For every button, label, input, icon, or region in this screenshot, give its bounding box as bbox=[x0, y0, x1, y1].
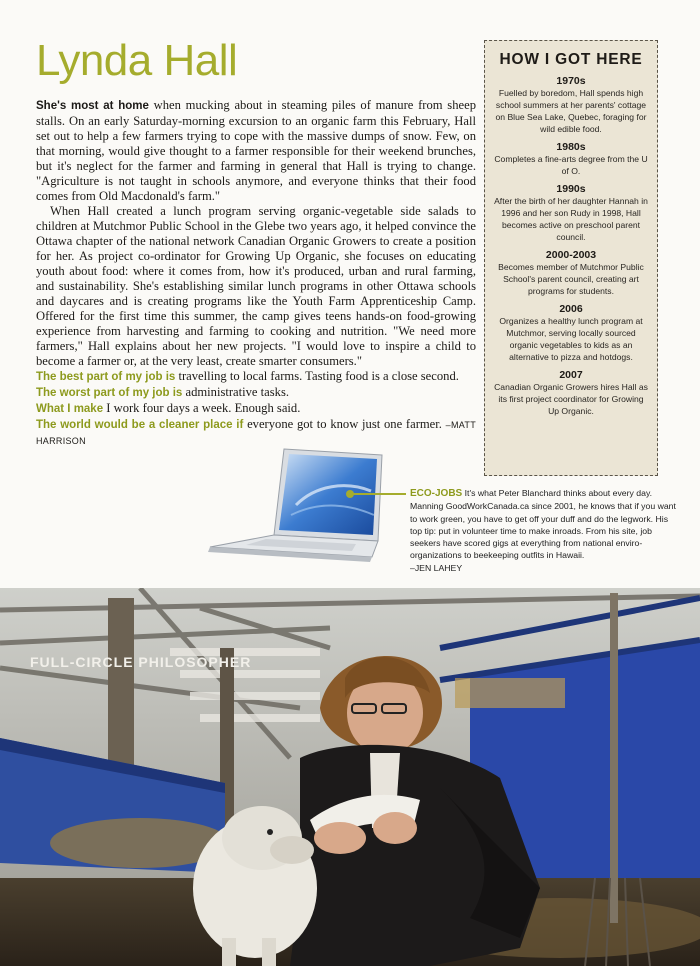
barn-photo bbox=[0, 588, 700, 966]
timeline-year: 1990s bbox=[556, 183, 586, 195]
timeline-entry bbox=[493, 249, 649, 297]
qa-question: The best part of my job is bbox=[36, 371, 176, 383]
eco-jobs-blurb bbox=[410, 487, 680, 574]
qa-answer: travelling to local farms. Tasting food is a close second. bbox=[175, 369, 459, 383]
qa-item bbox=[36, 401, 476, 417]
timeline-year: 2000-2003 bbox=[545, 249, 597, 261]
timeline-year: 2007 bbox=[559, 369, 583, 381]
how-i-got-here-sidebar bbox=[484, 40, 658, 476]
article-paragraph-1 bbox=[36, 98, 476, 204]
article-body bbox=[36, 98, 476, 449]
timeline-entry bbox=[493, 303, 649, 363]
article-lead: She's most at home bbox=[36, 100, 149, 112]
sidebar-title: HOW I GOT HERE bbox=[499, 51, 643, 68]
qa-question: The world would be a cleaner place if bbox=[36, 419, 244, 431]
page-title: Lynda Hall bbox=[36, 36, 238, 85]
timeline-year: 1980s bbox=[556, 141, 586, 153]
qa-answer: I work four days a week. Enough said. bbox=[103, 401, 301, 415]
callout-line bbox=[350, 493, 406, 495]
timeline-entry bbox=[493, 183, 649, 243]
eco-jobs-text: It's what Peter Blanchard thinks about every day. Manning GoodWorkCanada.ca since 2001, he knows that if you want to work green, you have to get off your duff and do the legwork. His top tip: put in volunteer time to make inroads. From his site, job seekers have scored gigs at everything from national enviro-organizations to beekeeping outfits in Hawaii. bbox=[410, 488, 676, 561]
article-byline: –MATT HARRISON bbox=[36, 420, 477, 446]
qa-answer: everyone got to know just one farmer. bbox=[243, 417, 442, 431]
article-paragraph-2: When Hall created a lunch program serving organic-vegetable side salads to children at Mutchmor Public School in the Glebe two years ago, it helped convince the Ottawa chapter of the national network Canadian Organic Growers to create a position for her. As project co-ordinator for Growing Up Organic, she focuses on educating youth about food: where it comes from, how it's produced, urban and rural farming, and sustainability. She's establishing similar lunch programs in other Ottawa schools and daycares and is creating programs like the Youth Farm Apprenticeship Camp. Offered for the first time this summer, the camp gives teens hands-on food-growing experience from harvesting and farming to cooking and nutrition. "We need more farmers," Hall explains about her new projects. "I would love to inspire a child to become a farmer or, at the very least, create smarter consumers." bbox=[36, 204, 476, 368]
qa-item bbox=[36, 369, 476, 385]
timeline-text: Completes a fine-arts degree from the U of O. bbox=[494, 154, 648, 176]
timeline-entry bbox=[493, 141, 649, 177]
qa-item bbox=[36, 385, 476, 401]
timeline-year: 2006 bbox=[559, 303, 583, 315]
timeline-text: Canadian Organic Growers hires Hall as its first project coordinator for Growing Up Organic. bbox=[494, 382, 648, 416]
timeline-text: Fuelled by boredom, Hall spends high school summers at her parents' cottage on Blue Sea Lake, Quebec, foraging for wild edible food. bbox=[495, 88, 647, 134]
eco-jobs-label: ECO-JOBS bbox=[410, 488, 463, 499]
timeline-entry bbox=[493, 369, 649, 417]
article-paragraph-1-text: when mucking about in steaming piles of manure from sheep stalls. On an early Saturday-morning excursion to an organic farm this February, Hall set out to help a few farmers trying to cope with the massive dumps of snow. Few, on that morning, would give thought to a farmer responsible for their weekend brunches, but it's neglect for the farmer and farming in general that Hall is trying to change. "Agriculture is not taught in schools anymore, and everyone thinks that their food comes from Old Macdonald's farm." bbox=[36, 98, 476, 203]
barn-photo-illustration bbox=[0, 588, 700, 966]
qa-answer: administrative tasks. bbox=[182, 385, 290, 399]
qa-question: What I make bbox=[36, 403, 104, 415]
timeline-text: Becomes member of Mutchmor Public School's parent council, creating art programs for students. bbox=[498, 262, 644, 296]
timeline-year: 1970s bbox=[556, 75, 586, 87]
eco-jobs-byline: –JEN LAHEY bbox=[410, 562, 463, 573]
laptop-illustration bbox=[206, 445, 386, 570]
qa-question: The worst part of my job is bbox=[36, 387, 183, 399]
timeline-text: After the birth of her daughter Hannah in 1996 and her son Rudy in 1998, Hall becomes active on preschool parent council. bbox=[494, 196, 648, 242]
timeline-entry bbox=[493, 75, 649, 135]
photo-caption: FULL-CIRCLE PHILOSOPHER bbox=[30, 654, 252, 670]
timeline-text: Organizes a healthy lunch program at Mutchmor, serving locally sourced organic vegetables to kids as an alternative to pizza and hotdogs. bbox=[499, 316, 643, 362]
